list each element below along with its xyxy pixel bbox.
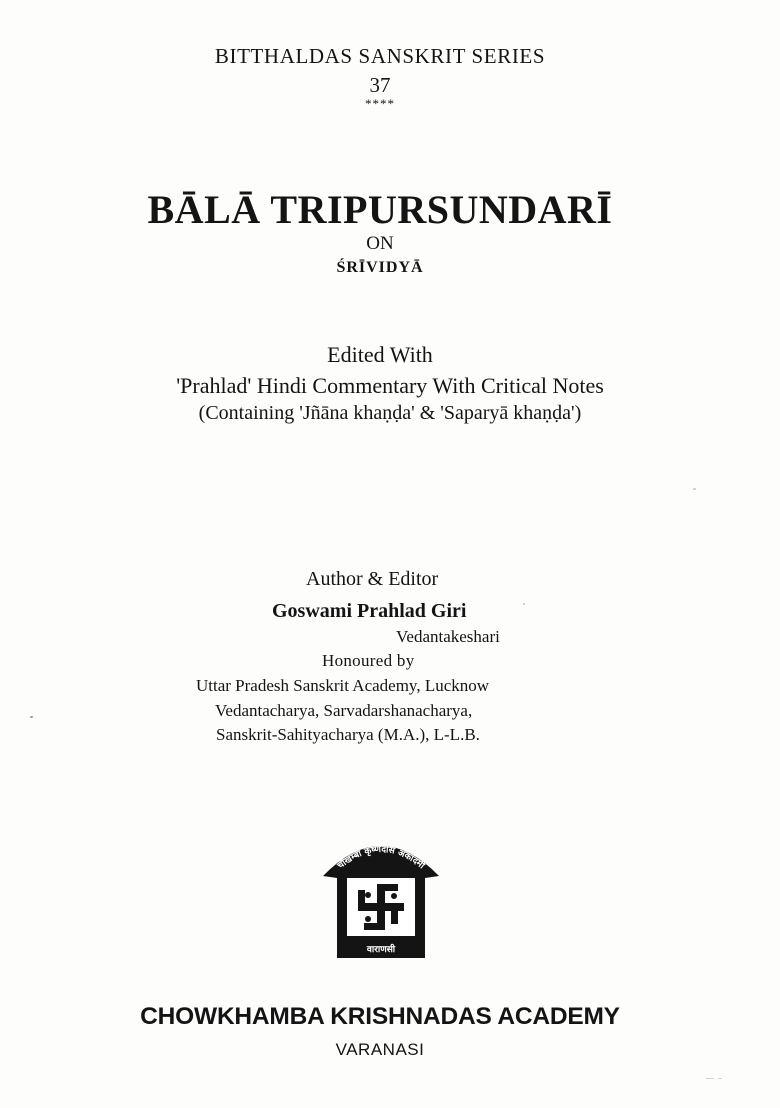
author-name: Goswami Prahlad Giri xyxy=(272,600,467,622)
scan-speck xyxy=(693,488,696,490)
logo-bottom-text: वाराणसी xyxy=(366,945,396,955)
edited-with: Edited With xyxy=(327,342,433,367)
honoured-label: Honoured by xyxy=(322,651,415,670)
contents-note: (Containing 'Jñāna khaṇḍa' & 'Saparyā khaṇḍa') xyxy=(198,402,582,424)
series-stars: **** xyxy=(365,96,395,111)
publisher-name: CHOWKHAMBA KRISHNADAS ACADEMY xyxy=(140,1003,620,1030)
scan-speck xyxy=(523,603,525,605)
publisher-logo xyxy=(321,826,441,966)
author-title: Vedantakeshari xyxy=(396,627,500,646)
title-connector: ON xyxy=(366,233,394,254)
book-subject: ŚRĪVIDYĀ xyxy=(336,259,424,276)
honour-line: Uttar Pradesh Sanskrit Academy, Lucknow xyxy=(196,676,490,695)
series-number: 37 xyxy=(369,73,391,97)
publisher-city: VARANASI xyxy=(335,1040,425,1059)
author-role: Author & Editor xyxy=(306,568,439,590)
series-name: BITTHALDAS SANSKRIT SERIES xyxy=(214,44,546,68)
commentary-description: 'Prahlad' Hindi Commentary With Critical Notes xyxy=(176,373,604,398)
scan-speck xyxy=(30,716,33,718)
swastika-icon xyxy=(358,884,404,930)
scan-speck xyxy=(706,1078,714,1079)
scan-speck xyxy=(718,1078,722,1079)
book-title: BĀLĀ TRIPURSUNDARĪ xyxy=(147,187,613,232)
honour-line: Sanskrit-Sahityacharya (M.A.), L-L.B. xyxy=(216,725,480,744)
logo-top-text: चौखम्बा कृष्णदास अकादमी xyxy=(335,844,427,872)
honour-line: Vedantacharya, Sarvadarshanacharya, xyxy=(215,701,473,720)
